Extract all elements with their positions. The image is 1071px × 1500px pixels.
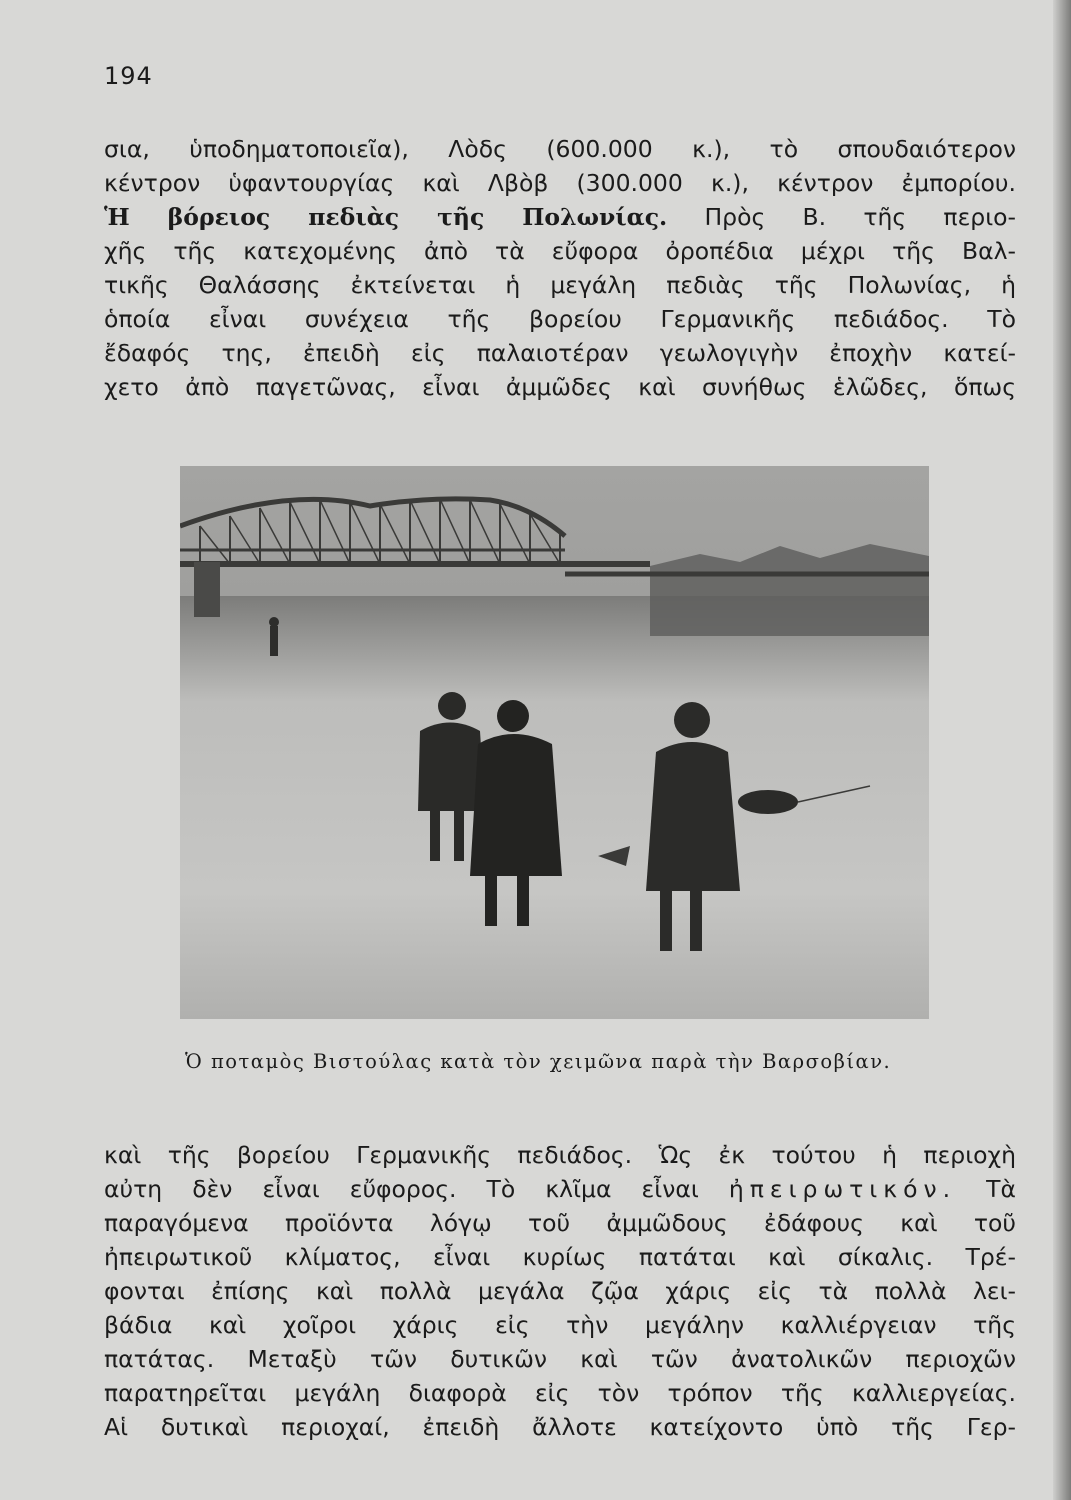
text-line: σια, ὑποδηματοποιεῖα), Λὸδς (600.000 κ.), τὸ σπουδαιότερον <box>104 135 1016 163</box>
photograph-illustration <box>180 466 929 1019</box>
paragraph-top <box>104 132 1016 404</box>
text-line: χετο ἀπὸ παγετῶνας, εἶναι ἀμμῶδες καὶ συνήθως ἑλῶδες, ὅπως <box>104 373 1016 401</box>
text-line: φονται ἐπίσης καὶ πολλὰ μεγάλα ζῷα χάρις εἰς τὰ πολλὰ λει- <box>104 1277 1016 1305</box>
text-fragment: αὐτη δὲν εἶναι εὔφορος. Τὸ κλῖμα εἶναι <box>104 1175 699 1203</box>
page-edge <box>1053 0 1071 1500</box>
text-line: ἠπειρωτικοῦ κλίματος, εἶναι κυρίως πατάται καὶ σίκαλις. Τρέ- <box>104 1243 1016 1271</box>
page-number: 194 <box>104 62 153 90</box>
far-shore-trees <box>650 544 929 636</box>
text-line: ὁποία εἶναι συνέχεια τῆς βορείου Γερμανικῆς πεδιάδος. Τὸ <box>104 305 1016 333</box>
text-line: καὶ τῆς βορείου Γερμανικῆς πεδιάδος. Ὡς ἐκ τούτου ἡ περιοχὴ <box>104 1141 1016 1169</box>
paragraph-bottom <box>104 1138 1016 1444</box>
text-line: Αἱ δυτικαὶ περιοχαί, ἐπειδὴ ἄλλοτε κατείχοντο ὑπὸ τῆς Γερ- <box>104 1413 1016 1441</box>
text-fragment: Τὰ <box>986 1175 1016 1203</box>
text-fragment: Πρὸς Β. τῆς περιο- <box>704 203 1016 231</box>
distant-figure-head <box>269 617 279 627</box>
text-line: πατάτας. Μεταξὺ τῶν δυτικῶν καὶ τῶν ἀνατολικῶν περιοχῶν <box>104 1345 1016 1373</box>
text-line: τικῆς Θαλάσσης ἐκτείνεται ἡ μεγάλη πεδιὰς τῆς Πολωνίας, ἡ <box>104 271 1016 299</box>
spaced-emphasis: ἠπειρωτικόν. <box>728 1175 957 1203</box>
text-line-with-heading <box>104 200 1016 234</box>
text-line-with-emphasis <box>104 1172 1016 1206</box>
photograph-vistula-winter <box>180 466 929 1019</box>
text-line: βάδια καὶ χοῖροι χάρις εἰς τὴν μεγάλην καλλιέργειαν τῆς <box>104 1311 1016 1339</box>
section-heading: Ἡ βόρειος πεδιὰς τῆς Πολωνίας. <box>104 203 668 231</box>
distant-figure <box>270 626 278 656</box>
bridge-pier <box>194 562 220 617</box>
text-line: παραγόμενα προϊόντα λόγῳ τοῦ ἀμμῶδους ἐδάφους καὶ τοῦ <box>104 1209 1016 1237</box>
text-line: ἔδαφός της, ἐπειδὴ εἰς παλαιοτέραν γεωλογιγὴν ἐποχὴν κατεί- <box>104 339 1016 367</box>
text-line: κέντρον ὑφαντουργίας καὶ Λβὸβ (300.000 κ.), κέντρον ἐμπορίου. <box>104 169 1016 197</box>
text-line: παρατηρεῖται μεγάλη διαφορὰ εἰς τὸν τρόπον τῆς καλλιεργείας. <box>104 1379 1016 1407</box>
text-line: χῆς τῆς κατεχομένης ἀπὸ τὰ εὔφορα ὀροπέδια μέχρι τῆς Βαλ- <box>104 237 1016 265</box>
figure-caption: Ὁ ποταμὸς Βιστούλας κατὰ τὸν χειμῶνα παρὰ τὴν Βαρσοβίαν. <box>185 1050 892 1073</box>
